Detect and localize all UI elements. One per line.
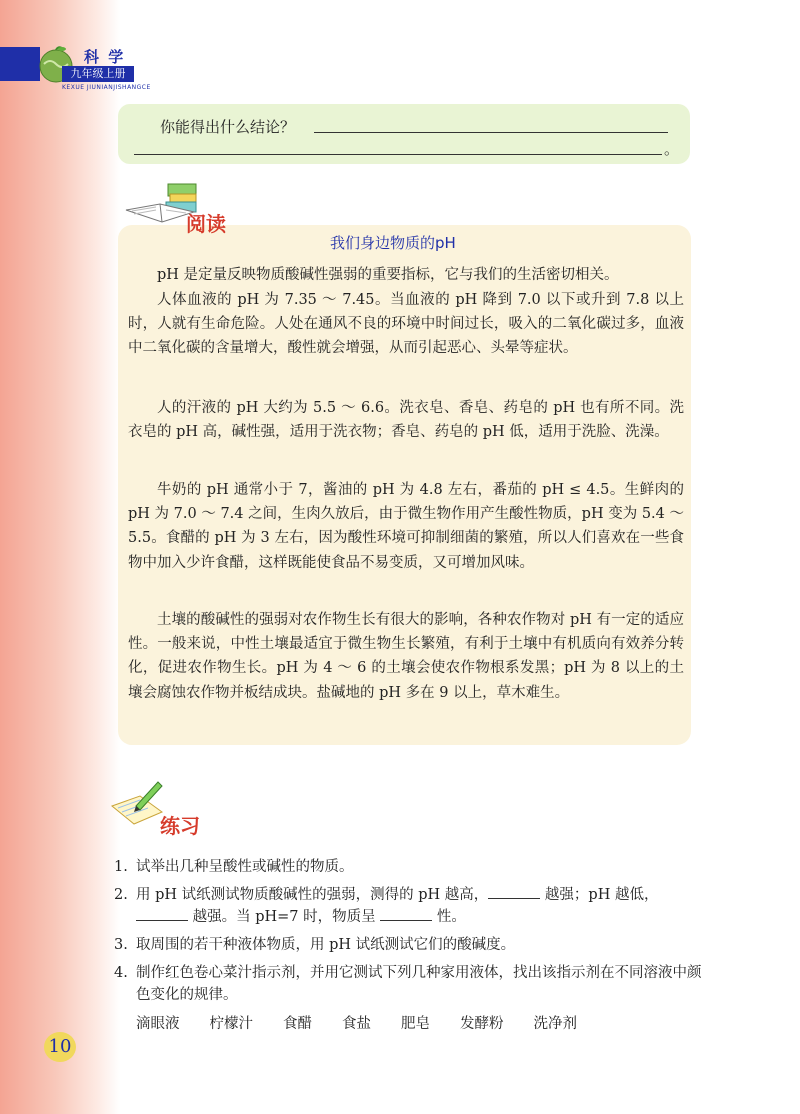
exercise-number: 3.	[114, 937, 128, 953]
fill-blank[interactable]	[136, 908, 188, 921]
exercise-text: 试举出几种呈酸性或碱性的物质。	[136, 859, 354, 875]
liquid-item: 洗净剂	[533, 1016, 577, 1032]
liquid-item: 柠檬汁	[209, 1016, 253, 1032]
subject-title: 科 学	[84, 48, 126, 66]
pinyin-subtitle: KEXUE JIUNIANJISHANGCE	[62, 84, 151, 91]
exercise-text: 用 pH 试纸测试物质酸碱性的强弱，测得的 pH 越高，	[136, 887, 489, 903]
reading-paragraph: 牛奶的 pH 通常小于 7，酱油的 pH 为 4.8 左右，番茄的 pH ≤ 4.5。生鲜肉的 pH 为 7.0 ～ 7.4 之间，生肉久放后，由于微生物作用产生酸性物质，pH 变为 5.4 ～ 5.5。食醋的 pH 为 3 左右，因为酸性环境可抑制细菌的繁殖，所以人们喜欢在一些食物中加入少许食醋，这样既能使食品不易变质，又可增加风味。	[128, 482, 684, 571]
exercise-number: 4.	[114, 965, 128, 981]
liquid-item: 发酵粉	[460, 1016, 504, 1032]
exercise-number: 1.	[114, 859, 128, 875]
liquid-item: 食盐	[342, 1016, 371, 1032]
conclusion-question: 你能得出什么结论？	[160, 118, 296, 136]
fill-blank[interactable]	[380, 908, 432, 921]
exercise-text: 取周围的若干种液体物质，用 pH 试纸测试它们的酸碱度。	[136, 937, 516, 953]
exercise-item	[114, 884, 704, 928]
header-color-bar	[0, 47, 40, 81]
page-number: 10	[44, 1032, 76, 1062]
liquid-list	[114, 1012, 704, 1033]
grade-badge: 九年级上册	[62, 66, 134, 82]
answer-line-1[interactable]	[314, 132, 668, 133]
conclusion-end-mark: 。	[664, 140, 680, 158]
reading-title: 我们身边物质的pH	[330, 234, 456, 252]
exercise-item	[114, 856, 704, 878]
liquid-item: 肥皂	[401, 1016, 430, 1032]
reading-label: 阅读	[186, 212, 226, 236]
liquid-item: 食醋	[283, 1016, 312, 1032]
reading-paragraph: 人体血液的 pH 为 7.35 ～ 7.45。当血液的 pH 降到 7.0 以下或升到 7.8 以上时，人就有生命危险。人处在通风不良的环境中时间过长，吸入的二氧化碳过多，血液中二氧化碳的含量增大，酸性就会增强，从而引起恶心、头晕等症状。	[128, 292, 684, 357]
exercise-item	[114, 934, 704, 956]
exercise-text: 越强。当 pH=7 时，物质呈	[188, 909, 381, 925]
reading-paragraph: pH 是定量反映物质酸碱性强弱的重要指标，它与我们的生活密切相关。	[157, 267, 619, 283]
reading-paragraph: 人的汗液的 pH 大约为 5.5 ～ 6.6。洗衣皂、香皂、药皂的 pH 也有所不同。洗衣皂的 pH 高，碱性强，适用于洗衣物；香皂、药皂的 pH 低，适用于洗脸、洗澡。	[128, 400, 684, 441]
answer-line-2[interactable]	[134, 154, 662, 155]
notebook-pencil-icon	[106, 776, 168, 834]
side-color-strip	[0, 0, 120, 1114]
liquid-item: 滴眼液	[136, 1016, 180, 1032]
exercise-text: 越强；pH 越低，	[540, 887, 659, 903]
conclusion-box	[118, 104, 690, 164]
exercise-text: 性。	[432, 909, 466, 925]
reading-paragraph: 土壤的酸碱性的强弱对农作物生长有很大的影响，各种农作物对 pH 有一定的适应性。一般来说，中性土壤最适宜于微生物生长繁殖，有利于土壤中有机质向有效养分转化，促进农作物生长。pH 为 4 ～ 6 的土壤会使农作物根系发黑；pH 为 8 以上的土壤会腐蚀农作物并板结成块。盐碱地的 pH 多在 9 以上，草木难生。	[128, 612, 684, 701]
exercise-label: 练习	[160, 814, 200, 838]
exercise-number: 2.	[114, 887, 128, 903]
exercise-item	[114, 962, 704, 1006]
exercise-text: 制作红色卷心菜汁指示剂，并用它测试下列几种家用液体，找出该指示剂在不同溶液中颜色变化的规律。	[136, 965, 702, 1003]
fill-blank[interactable]	[488, 886, 540, 899]
exercise-list	[114, 856, 704, 1033]
